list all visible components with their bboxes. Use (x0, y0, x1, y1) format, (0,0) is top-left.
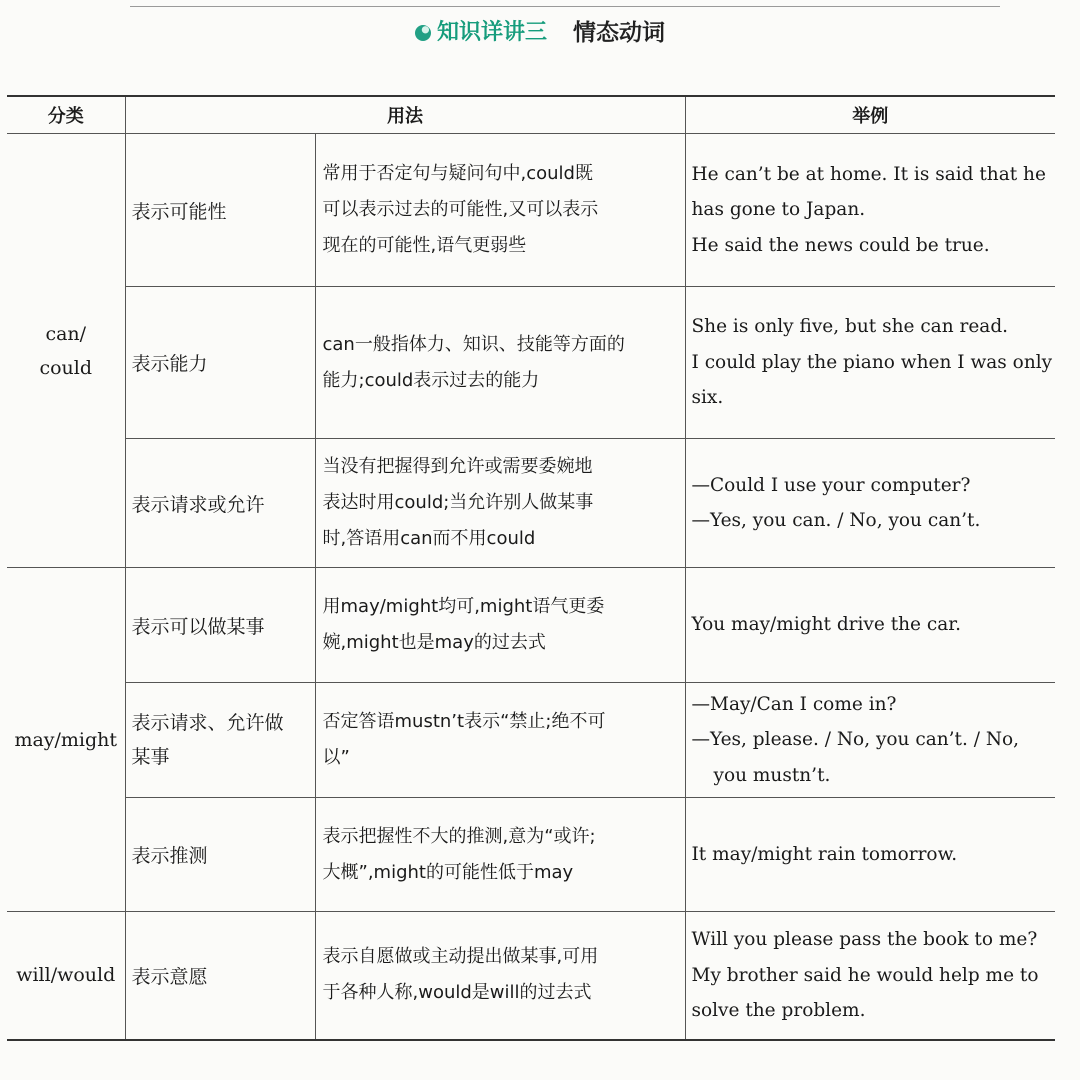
category-text: can/ (45, 322, 87, 345)
detail-line: 于各种人称,would是will的过去式 (322, 982, 592, 1004)
example-line: solve the problem. (691, 1000, 866, 1021)
example-cell (685, 798, 1055, 912)
usage-cell: 表示推测 (125, 798, 315, 912)
example-line: She is only five, but she can read. (691, 316, 1009, 338)
example-line: You may/might drive the car. (691, 614, 961, 636)
example-line: My brother said he would help me to (691, 964, 1039, 986)
detail-line: 时,答语用can而不用could (322, 528, 536, 549)
detail-line: 婉,might也是may的过去式 (322, 632, 546, 653)
table-row (7, 798, 1055, 912)
detail-line: 大概”,might的可能性低于may (322, 861, 574, 883)
example-cell (685, 287, 1055, 439)
section-header (0, 8, 1080, 52)
usage-cell: 表示可能性 (125, 134, 315, 287)
detail-line: 以” (322, 747, 350, 768)
table-header-row (7, 96, 1055, 134)
example-line: It may/might rain tomorrow. (691, 843, 958, 865)
example-line: I could play the piano when I was only (691, 351, 1053, 373)
example-cell (685, 568, 1055, 683)
detail-cell (315, 287, 685, 439)
example-line: —Yes, please. / No, you can’t. / No, (691, 729, 1020, 751)
detail-line: 用may/might均可,might语气更委 (322, 596, 605, 617)
detail-line: 否定答语mustn’t表示“禁止;绝不可 (322, 711, 606, 732)
example-line: He said the news could be true. (691, 234, 990, 256)
example-line: has gone to Japan. (691, 199, 866, 221)
detail-line: 表达时用could;当允许别人做某事 (322, 492, 594, 513)
usage-cell: 表示能力 (125, 287, 315, 439)
table-row (7, 568, 1055, 683)
usage-text: 表示请求、允许做 (131, 712, 284, 734)
detail-cell (315, 683, 685, 798)
usage-cell: 表示意愿 (125, 912, 315, 1040)
detail-line: 当没有把握得到允许或需要委婉地 (322, 456, 593, 477)
bullet-dot-icon (415, 25, 431, 41)
table-row (7, 683, 1055, 798)
detail-line: 表示自愿做或主动提出做某事,可用 (322, 946, 599, 968)
page-title: 情态动词 (573, 19, 665, 46)
detail-line: 可以表示过去的可能性,又可以表示 (322, 199, 599, 220)
detail-line: 能力;could表示过去的能力 (322, 369, 540, 391)
column-header-example: 举例 (685, 96, 1055, 134)
table-row (7, 439, 1055, 568)
detail-cell (315, 439, 685, 568)
detail-line: can一般指体力、知识、技能等方面的 (322, 333, 625, 355)
usage-cell: 表示请求或允许 (125, 439, 315, 568)
usage-cell (125, 683, 315, 798)
example-line: —May/Can I come in? (691, 693, 897, 715)
detail-line: 现在的可能性,语气更弱些 (322, 235, 527, 256)
table-row (7, 912, 1055, 1040)
section-label: 知识详讲三 (436, 19, 547, 45)
detail-cell (315, 798, 685, 912)
usage-text: 某事 (131, 746, 170, 768)
example-cell (685, 134, 1055, 287)
example-line: —Could I use your computer? (691, 474, 971, 496)
example-line: —Yes, you can. / No, you can’t. (691, 510, 981, 531)
example-cell (685, 683, 1055, 798)
top-rule (130, 6, 1000, 7)
example-line: you mustn’t. (713, 764, 831, 786)
category-cell (7, 134, 125, 568)
column-header-category: 分类 (7, 96, 125, 134)
example-line: Will you please pass the book to me? (691, 929, 1038, 950)
usage-cell: 表示可以做某事 (125, 568, 315, 683)
example-cell (685, 912, 1055, 1040)
table-row (7, 134, 1055, 287)
detail-cell (315, 912, 685, 1040)
detail-line: 表示把握性不大的推测,意为“或许; (322, 825, 596, 847)
category-text: could (39, 356, 93, 379)
example-line: He can’t be at home. It is said that he (691, 163, 1046, 185)
detail-cell (315, 134, 685, 287)
detail-cell (315, 568, 685, 683)
column-header-usage: 用法 (125, 96, 685, 134)
detail-line: 常用于否定句与疑问句中,could既 (322, 163, 593, 184)
example-line: six. (691, 387, 724, 409)
table-row (7, 287, 1055, 439)
category-cell: will/would (7, 912, 125, 1040)
category-cell: may/might (7, 568, 125, 912)
example-cell (685, 439, 1055, 568)
modal-verbs-table (7, 95, 1055, 1041)
